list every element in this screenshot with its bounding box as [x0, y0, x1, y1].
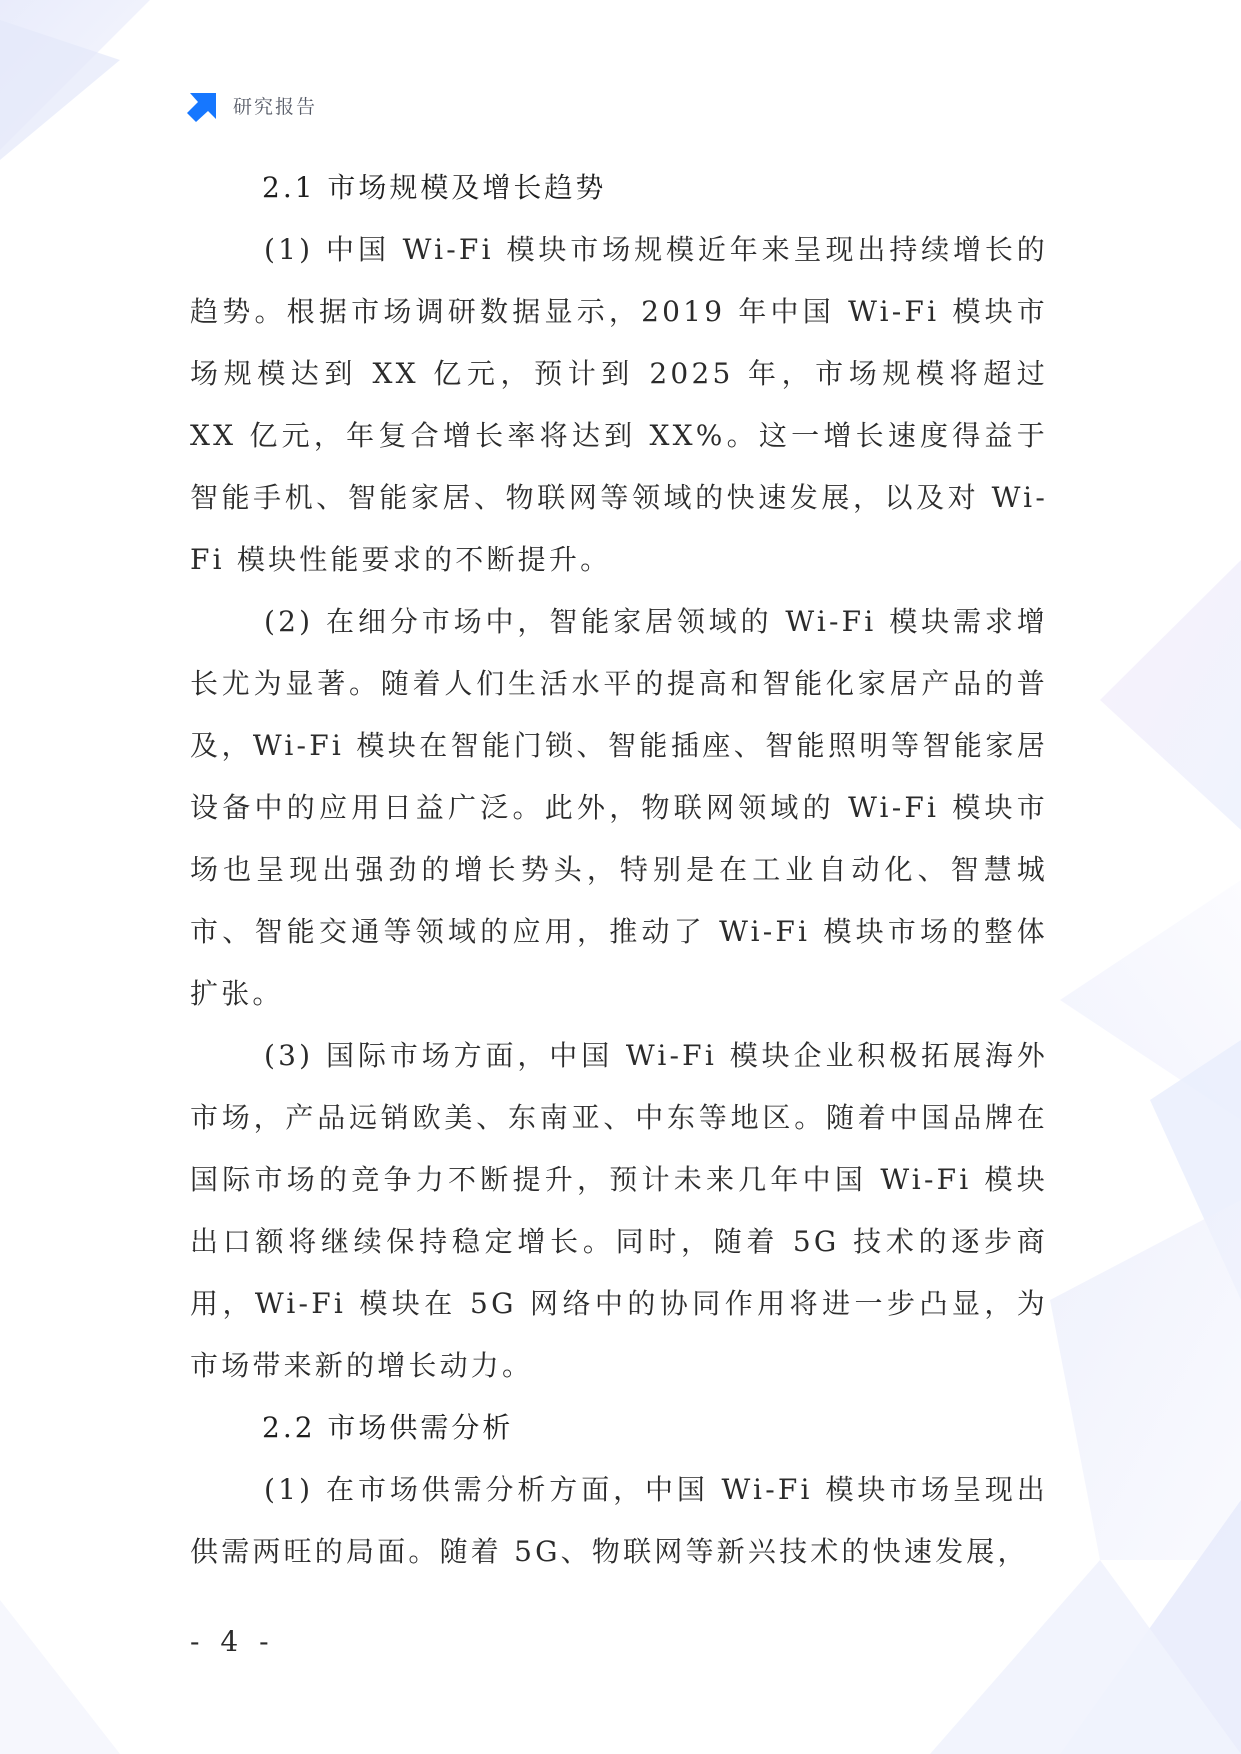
paragraph: (1) 中国 Wi-Fi 模块市场规模近年来呈现出持续增长的趋势。根据市场调研数据显示，2019 年中国 Wi-Fi 模块市场规模达到 XX 亿元，预计到 2025 年，市场规模将超过 XX 亿元，年复合增长率将达到 XX%。这一增长速度得益于智能手机、智能家居、物联网等领域的快速发展，以及对 Wi-Fi 模块性能要求的不断提升。	[190, 233, 1048, 576]
paragraph: (1) 在市场供需分析方面，中国 Wi-Fi 模块市场呈现出供需两旺的局面。随着 5G、物联网等新兴技术的快速发展，	[190, 1473, 1048, 1568]
section-heading: 2.1 市场规模及增长趋势	[262, 171, 607, 204]
report-header	[187, 88, 317, 122]
paragraph: (3) 国际市场方面，中国 Wi-Fi 模块企业积极拓展海外市场，产品远销欧美、东南亚、中东等地区。随着中国品牌在国际市场的竞争力不断提升，预计未来几年中国 Wi-Fi 模块出口额将继续保持稳定增长。同时，随着 5G 技术的逐步商用，Wi-Fi 模块在 5G 网络中的协同作用将进一步凸显，为市场带来新的增长动力。	[190, 1039, 1048, 1382]
section-heading: 2.2 市场供需分析	[262, 1411, 514, 1444]
paragraph: (2) 在细分市场中，智能家居领域的 Wi-Fi 模块需求增长尤为显著。随着人们生活水平的提高和智能化家居产品的普及，Wi-Fi 模块在智能门锁、智能插座、智能照明等智能家居设备中的应用日益广泛。此外，物联网领域的 Wi-Fi 模块市场也呈现出强劲的增长势头，特别是在工业自动化、智慧城市、智能交通等领域的应用，推动了 Wi-Fi 模块市场的整体扩张。	[190, 605, 1048, 1010]
report-body	[190, 157, 1048, 1583]
arrow-up-right-icon	[187, 88, 221, 122]
page-number: - 4 -	[190, 1625, 275, 1658]
header-label: 研究报告	[233, 95, 318, 118]
